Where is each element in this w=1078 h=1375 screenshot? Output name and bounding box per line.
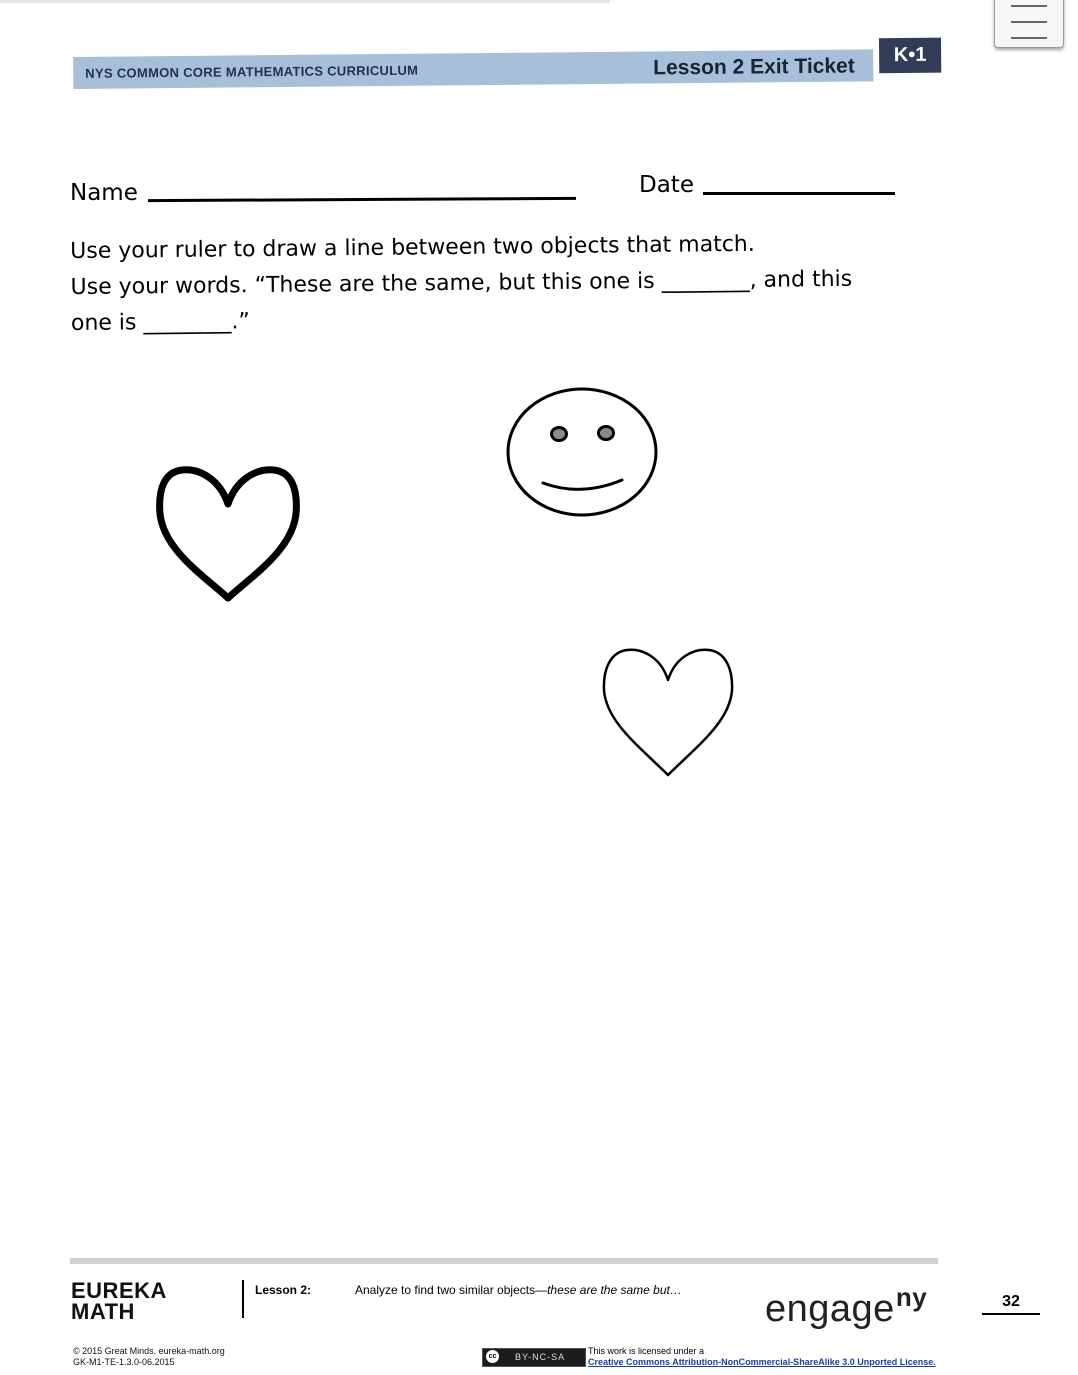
cc-badge-label: BY-NC-SA xyxy=(515,1352,566,1362)
heart-icon-thick[interactable] xyxy=(150,458,306,608)
engage-text: engage xyxy=(765,1288,895,1330)
footer-lesson-label: Lesson 2: xyxy=(255,1283,312,1297)
license-link[interactable]: Creative Commons Attribution-NonCommercial-ShareAlike 3.0 Unported License. xyxy=(588,1357,936,1367)
smiley-face-icon[interactable] xyxy=(503,385,663,523)
instruction-line-2: Use your words. “These are the same, but this one is ________, and this xyxy=(70,266,853,300)
header-band xyxy=(73,49,873,89)
menu-bar-icon xyxy=(1011,5,1047,7)
date-field[interactable] xyxy=(703,192,895,195)
name-label: Name xyxy=(70,180,138,206)
footer-rule xyxy=(70,1258,938,1264)
heart-icon-thin[interactable] xyxy=(597,640,743,782)
menu-bar-icon xyxy=(1011,37,1047,39)
menu-button[interactable] xyxy=(994,0,1064,48)
date-label: Date xyxy=(639,172,694,198)
lesson-title: Lesson 2 Exit Ticket xyxy=(653,54,855,80)
copyright-line-1: © 2015 Great Minds. eureka-math.org xyxy=(73,1346,225,1356)
name-field[interactable] xyxy=(148,197,576,202)
grade-badge: K•1 xyxy=(879,38,941,74)
lesson-desc-plain: Analyze to find two similar objects— xyxy=(355,1283,548,1297)
engageny-logo xyxy=(765,1282,927,1331)
page-number: 32 xyxy=(982,1293,1040,1315)
instruction-line-1: Use your ruler to draw a line between two objects that match. xyxy=(70,231,755,264)
logo-line-2: MATH xyxy=(71,1299,135,1324)
logo-line-1: EUREKA xyxy=(71,1278,167,1303)
lesson-desc-italic: these are the same but… xyxy=(547,1283,682,1297)
instructions xyxy=(70,225,941,342)
license-text: This work is licensed under a xyxy=(588,1346,705,1356)
creative-commons-badge[interactable] xyxy=(482,1348,586,1367)
copyright-line-2: GK-M1-TE-1.3.0-06.2015 xyxy=(73,1357,175,1367)
eureka-math-logo xyxy=(71,1280,167,1322)
instruction-line-3: one is ________.” xyxy=(70,309,250,336)
copyright xyxy=(73,1346,225,1368)
curriculum-title: NYS COMMON CORE MATHEMATICS CURRICULUM xyxy=(85,62,419,81)
menu-bar-icon xyxy=(1011,21,1047,23)
engage-sup: ny xyxy=(895,1282,928,1312)
footer-lesson-description xyxy=(355,1283,682,1297)
page-header xyxy=(73,38,941,92)
cc-icon: cc xyxy=(486,1350,499,1363)
footer-divider xyxy=(242,1280,244,1318)
top-rule xyxy=(0,0,610,3)
